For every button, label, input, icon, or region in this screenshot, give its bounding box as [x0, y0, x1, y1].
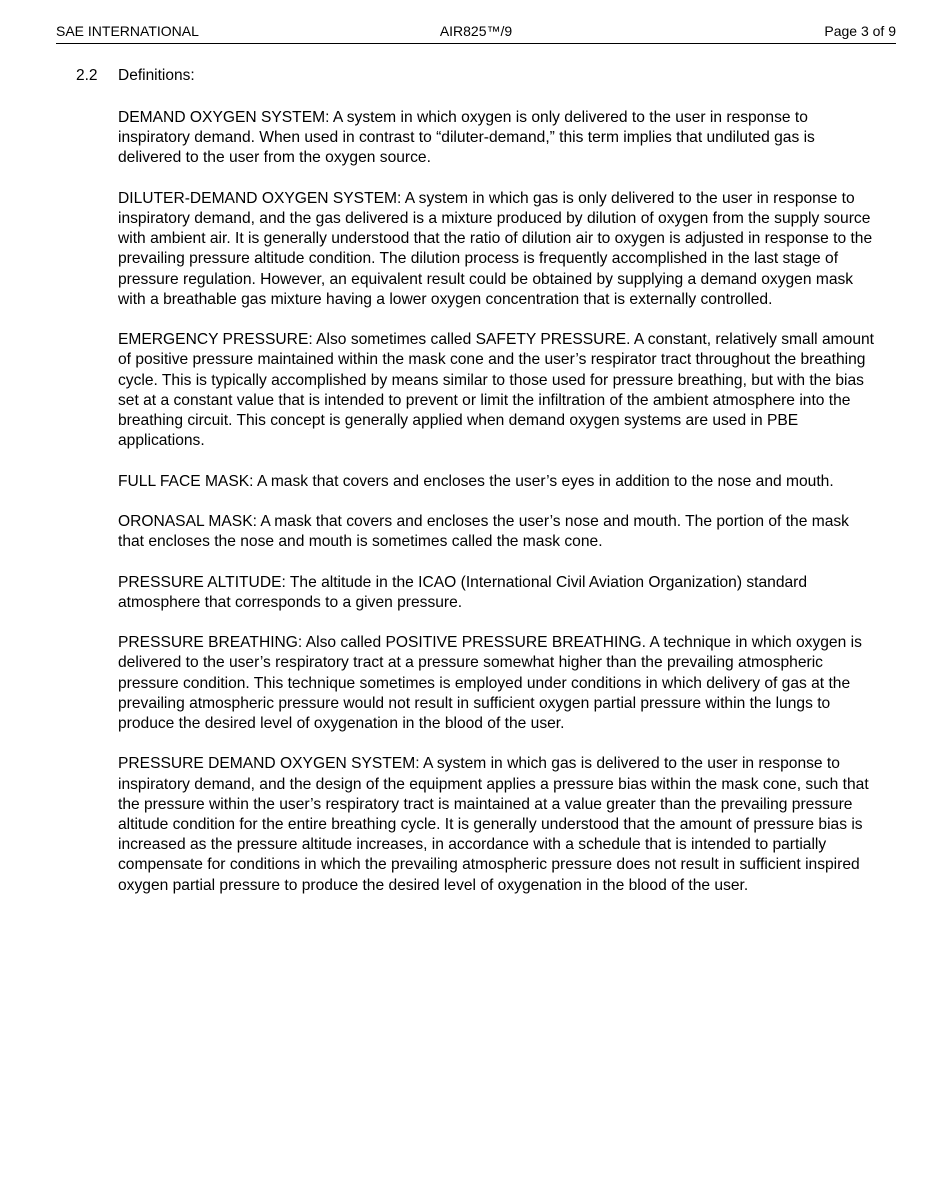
definition-diluter-demand-oxygen-system: DILUTER-DEMAND OXYGEN SYSTEM: A system in which gas is only delivered to the user in response to inspiratory demand, and the gas delivered is a mixture produced by dilution of oxygen from the supply source with ambient air. It is generally understood that the ratio of dilution air to oxygen is adjusted in response to the prevailing pressure altitude condition. The dilution process is frequently accomplished in the last stage of pressure regulation. However, an equivalent result could be obtained by supplying a demand oxygen mask with a breathable gas mixture having a lower oxygen concentration that is externally controlled. [118, 189, 873, 308]
header-organization: SAE INTERNATIONAL [56, 23, 199, 39]
definition-full-face-mask: FULL FACE MASK: A mask that covers and encloses the user’s eyes in addition to the nose and mouth. [118, 472, 834, 490]
definition-pressure-breathing: PRESSURE BREATHING: Also called POSITIVE PRESSURE BREATHING. A technique in which oxygen is delivered to the user’s respiratory tract at a pressure somewhat higher than the prevailing atmospheric pressure condition. This technique sometimes is employed under conditions in which delivery of gas at the prevailing atmospheric pressure would not result in sufficient oxygen partial pressure within the lungs to produce the desired level of oxygenation in the blood of the user. [118, 634, 862, 732]
section-title: Definitions: [118, 67, 195, 84]
running-header [56, 21, 896, 44]
section-heading [76, 66, 195, 86]
header-document-id: AIR825™/9 [439, 23, 513, 39]
header-page-number: Page 3 of 9 [824, 23, 896, 39]
definition-pressure-demand-oxygen-system: PRESSURE DEMAND OXYGEN SYSTEM: A system in which gas is delivered to the user in response to inspiratory demand, and the design of the equipment applies a pressure bias within the mask cone, such that the pressure within the user’s respiratory tract is maintained at a value greater than the prevailing pressure altitude condition for the entire breathing cycle. It is generally understood that the amount of pressure bias is increased as the pressure altitude increases, in accordance with a schedule that is intended to partially compensate for conditions in which the prevailing atmospheric pressure does not result in sufficient inspired oxygen partial pressure to produce the desired level of oxygenation in the blood of the user. [118, 755, 869, 894]
definition-emergency-pressure: EMERGENCY PRESSURE: Also sometimes called SAFETY PRESSURE. A constant, relatively small amount of positive pressure maintained within the mask cone and the user’s respirator tract throughout the breathing cycle. This is typically accomplished by means similar to those used for pressure breathing, but with the bias set at a constant value that is intended to prevent or limit the infiltration of the ambient atmosphere into the breathing circuit. This concept is generally applied when demand oxygen systems are used in PBE applications. [118, 331, 874, 450]
section-number: 2.2 [76, 67, 98, 84]
definitions-list [118, 108, 878, 916]
definition-oronasal-mask: ORONASAL MASK: A mask that covers and encloses the user’s nose and mouth. The portion of the mask that encloses the nose and mouth is sometimes called the mask cone. [118, 513, 849, 551]
definition-pressure-altitude: PRESSURE ALTITUDE: The altitude in the ICAO (International Civil Aviation Organization) standard atmosphere that corresponds to a given pressure. [118, 573, 808, 611]
definition-demand-oxygen-system: DEMAND OXYGEN SYSTEM: A system in which oxygen is only delivered to the user in response to inspiratory demand. When used in contrast to “diluter-demand,” this term implies that undiluted gas is delivered to the user from the oxygen source. [118, 109, 815, 167]
